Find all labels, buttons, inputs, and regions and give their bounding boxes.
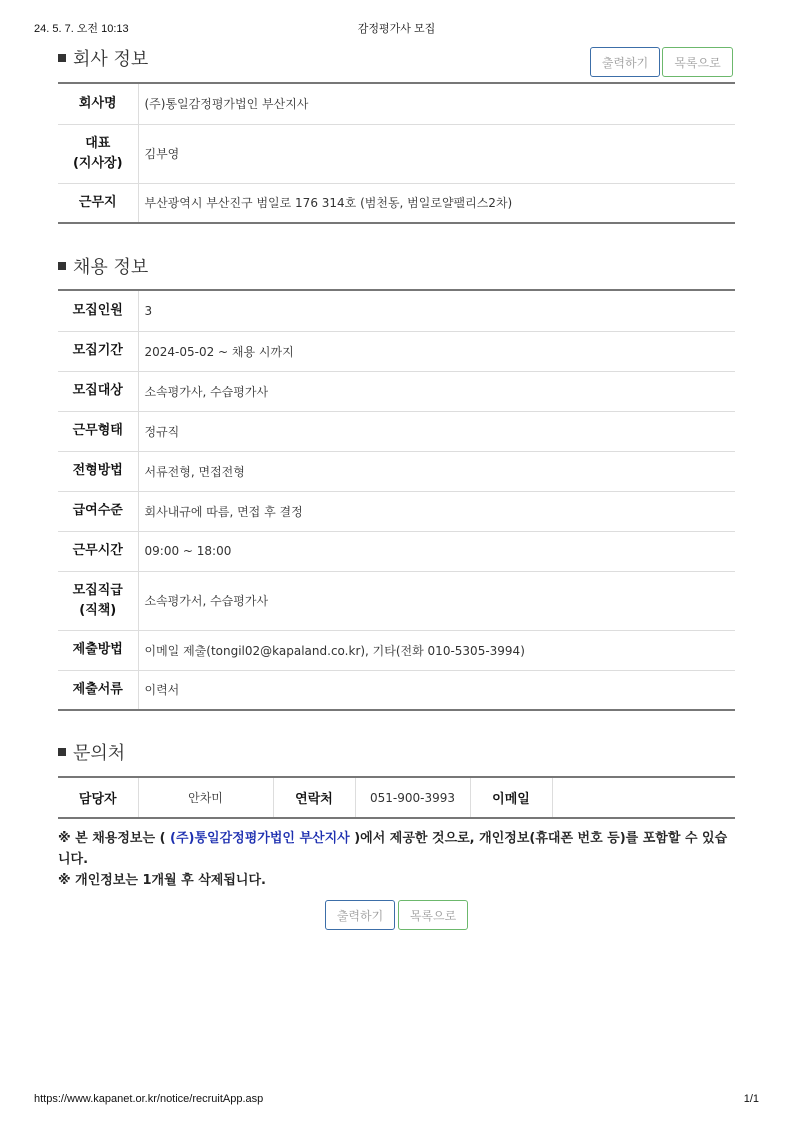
documents-label: 제출서류 [58, 670, 138, 710]
list-button[interactable]: 목록으로 [662, 47, 733, 77]
manager-label: 담당자 [58, 777, 138, 818]
company-section-label: 회사 정보 [73, 49, 149, 70]
table-row [58, 491, 735, 531]
salary-label: 급여수준 [58, 491, 138, 531]
headcount-label: 모집인원 [58, 290, 138, 331]
representative-value: 김부영 [138, 124, 735, 183]
page-url: https://www.kapanet.or.kr/notice/recruitApp.asp [34, 1093, 264, 1105]
page-number: 1/1 [743, 1093, 759, 1105]
table-row [58, 670, 735, 710]
print-button[interactable]: 출력하기 [590, 47, 660, 77]
phone-label: 연락처 [273, 777, 355, 818]
recruit-section-title [58, 253, 148, 279]
phone-value: 051-900-3993 [355, 777, 470, 818]
workplace-label: 근무지 [58, 183, 138, 223]
print-header [34, 20, 759, 34]
recruit-section-label: 채용 정보 [73, 257, 149, 278]
list-button-bottom[interactable]: 목록으로 [398, 900, 468, 930]
table-row [58, 83, 735, 124]
print-title: 감정평가사 모집 [357, 23, 436, 35]
notice-line-1 [58, 828, 735, 870]
table-row [58, 777, 735, 818]
manager-value: 안차미 [138, 777, 273, 818]
company-name-label: 회사명 [58, 83, 138, 124]
table-row [58, 124, 735, 183]
period-value: 2024-05-02 ~ 채용 시까지 [138, 331, 735, 371]
table-row [58, 290, 735, 331]
table-row [58, 630, 735, 670]
employment-type-label: 근무형태 [58, 411, 138, 451]
print-button-bottom[interactable]: 출력하기 [325, 900, 395, 930]
notice-line-1-suffix: )에서 제공한 것으로, 개인정보(휴대폰 번호 등)를 포함할 수 있습니다. [58, 831, 728, 867]
salary-value: 회사내규에 따름, 면접 후 결정 [138, 491, 735, 531]
work-hours-label: 근무시간 [58, 531, 138, 571]
print-footer [34, 1093, 759, 1107]
target-label: 모집대상 [58, 371, 138, 411]
email-label: 이메일 [470, 777, 552, 818]
table-row [58, 451, 735, 491]
table-row [58, 411, 735, 451]
submission-method-label: 제출방법 [58, 630, 138, 670]
employment-type-value: 정규직 [138, 411, 735, 451]
contact-section-label: 문의처 [73, 743, 126, 764]
notice-line-2: ※ 개인정보는 1개월 후 삭제됩니다. [58, 873, 266, 888]
table-row [58, 571, 735, 630]
company-section-title [58, 45, 148, 71]
target-value: 소속평가사, 수습평가사 [138, 371, 735, 411]
contact-section-title [58, 739, 125, 765]
work-hours-value: 09:00 ~ 18:00 [138, 531, 735, 571]
position-value: 소속평가서, 수습평가사 [138, 571, 735, 630]
table-row [58, 371, 735, 411]
submission-method-value: 이메일 제출(tongil02@kapaland.co.kr), 기타(전화 010-5305-3994) [138, 630, 735, 670]
notice-company-name: (주)통일감정평가법인 부산지사 [170, 831, 350, 846]
square-bullet-icon [58, 54, 66, 62]
company-info-table [58, 82, 735, 224]
table-row [58, 183, 735, 223]
position-label: 모집직급 (직책) [58, 571, 138, 630]
contact-table [58, 776, 735, 819]
square-bullet-icon [58, 748, 66, 756]
selection-method-value: 서류전형, 면접전형 [138, 451, 735, 491]
company-name-value: (주)통일감정평가법인 부산지사 [138, 83, 735, 124]
period-label: 모집기간 [58, 331, 138, 371]
table-row [58, 331, 735, 371]
selection-method-label: 전형방법 [58, 451, 138, 491]
workplace-value: 부산광역시 부산진구 범일로 176 314호 (범천동, 범일로얄팰리스2차) [144, 196, 513, 211]
documents-value: 이력서 [144, 683, 180, 698]
privacy-notice [58, 828, 735, 891]
headcount-value: 3 [138, 290, 735, 331]
square-bullet-icon [58, 262, 66, 270]
email-value[interactable] [552, 777, 735, 818]
representative-label: 대표 (지사장) [58, 124, 138, 183]
table-row [58, 531, 735, 571]
recruit-info-table [58, 289, 735, 711]
print-datetime: 24. 5. 7. 오전 10:13 [34, 23, 129, 35]
notice-line-1-prefix: ※ 본 채용정보는 ( [58, 831, 171, 846]
